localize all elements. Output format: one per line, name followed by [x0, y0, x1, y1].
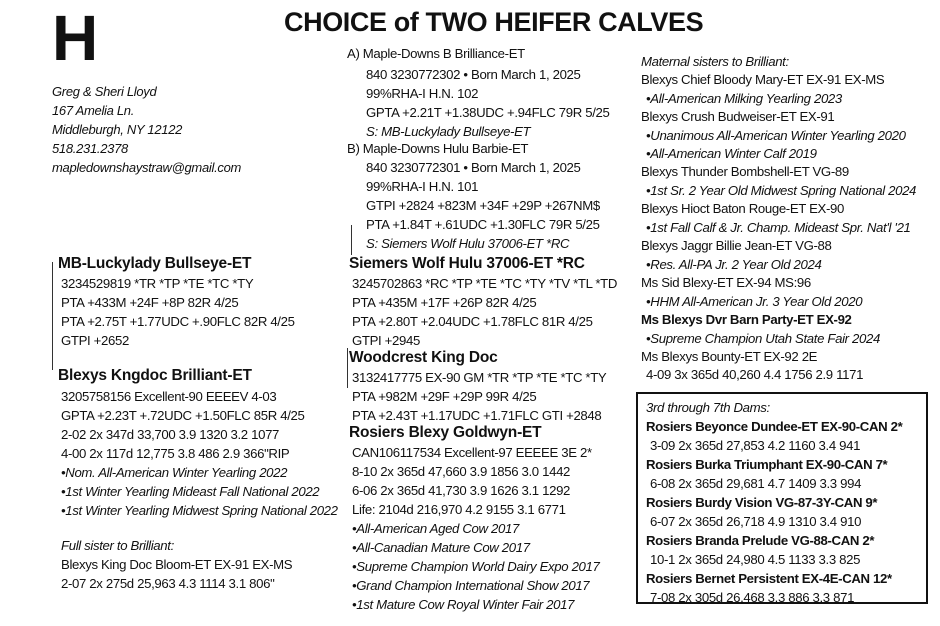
lot-letter: H [52, 2, 98, 74]
left-pedigree [58, 254, 348, 604]
sister-name: Blexys Thunder Bombshell-ET VG-89 [641, 164, 849, 179]
sire-of-dam-name: Woodcrest King Doc [349, 349, 498, 366]
sire-gtpi: GTPI +2652 [61, 333, 129, 348]
sire-pta-type: PTA +2.75T +1.77UDC +.90FLC 82R 4/25 [61, 314, 295, 329]
sire-of-dam-pta: PTA +982M +29F +29P 99R 4/25 [352, 389, 537, 404]
dams-list [646, 398, 926, 605]
sister-award: •Supreme Champion Utah State Fair 2024 [646, 331, 880, 346]
sire-of-dam-pta-type: PTA +2.43T +1.17UDC +1.71FLC GTI +2848 [352, 408, 602, 423]
calf-a-hn: 99%RHA-I H.N. 102 [366, 86, 479, 101]
dam-award: •Nom. All-American Winter Yearling 2022 [61, 465, 288, 480]
granddam-reg: CAN106117534 Excellent-97 EEEEE 3E 2* [352, 445, 592, 460]
calves-block [347, 44, 637, 254]
granddam-award: •Grand Champion International Show 2017 [352, 578, 590, 593]
calf-b-reg: 840 3230772301 • Born March 1, 2025 [366, 160, 581, 175]
sister-record: 4-09 3x 365d 40,260 4.4 1756 2.9 1171 [646, 367, 864, 382]
divider-line [347, 348, 348, 388]
granddam-award: •1st Mature Cow Royal Winter Fair 2017 [352, 597, 575, 612]
sister-name: Blexys Crush Budweiser-ET EX-91 [641, 109, 835, 124]
dam-line-record: 10-1 2x 365d 24,980 4.5 1133 3.3 825 [650, 552, 861, 567]
granddam-award: •All-Canadian Mature Cow 2017 [352, 540, 530, 555]
dams-label: 3rd through 7th Dams: [646, 400, 770, 415]
dam-line-record: 6-08 2x 365d 29,681 4.7 1409 3.3 994 [650, 476, 862, 491]
maternal-sisters [641, 52, 937, 382]
calf-b-name: B) Maple-Downs Hulu Barbie-ET [347, 141, 529, 156]
calf-a-gpta: GPTA +2.21T +1.38UDC +.94FLC 79R 5/25 [366, 105, 610, 120]
dam-award: •1st Winter Yearling Midwest Spring National 2022 [61, 503, 338, 518]
sister-award: •1st Fall Calf & Jr. Champ. Mideast Spr. Nat'l '21 [646, 220, 911, 235]
dam-name: Blexys Kngdoc Brilliant-ET [58, 367, 252, 384]
contact-city: Middleburgh, NY 12122 [52, 122, 183, 137]
sister-name: Blexys Chief Bloody Mary-ET EX-91 EX-MS [641, 72, 885, 87]
dam-line-record: 7-08 2x 305d 26,468 3.3 886 3.3 871 [650, 590, 855, 605]
calf-a-reg: 840 3230772302 • Born March 1, 2025 [366, 67, 581, 82]
sire-of-sire-pta-type: PTA +2.80T +2.04UDC +1.78FLC 81R 4/25 [352, 314, 593, 329]
dam-record-2: 4-00 2x 117d 12,775 3.8 486 2.9 366"RIP [61, 446, 290, 461]
divider-line [351, 225, 352, 255]
sire-of-sire-gtpi: GTPI +2945 [352, 333, 420, 348]
dam-record-1: 2-02 2x 347d 33,700 3.9 1320 3.2 1077 [61, 427, 280, 442]
granddam-award: •All-American Aged Cow 2017 [352, 521, 519, 536]
calf-b-hn: 99%RHA-I H.N. 101 [366, 179, 479, 194]
dam-gpta: GPTA +2.23T +.72UDC +1.50FLC 85R 4/25 [61, 408, 305, 423]
sister-award: •Res. All-PA Jr. 2 Year Old 2024 [646, 257, 822, 272]
maternal-sisters-label: Maternal sisters to Brilliant: [641, 54, 789, 69]
dam-line-name: Rosiers Branda Prelude VG-88-CAN 2* [646, 533, 875, 548]
calf-b-sire: S: Siemers Wolf Hulu 37006-ET *RC [366, 236, 570, 251]
contact-email: mapledownshaystraw@gmail.com [52, 160, 242, 175]
dams-box [636, 392, 928, 604]
granddam-lifetime: Life: 2104d 216,970 4.2 9155 3.1 6771 [352, 502, 566, 517]
middle-pedigree [349, 254, 639, 610]
sister-name: Ms Blexys Bounty-ET EX-92 2E [641, 349, 818, 364]
calf-a-sire: S: MB-Luckylady Bullseye-ET [366, 124, 531, 139]
sire-of-sire-pta: PTA +435M +17F +26P 82R 4/25 [352, 295, 537, 310]
full-sister-record: 2-07 2x 275d 25,963 4.3 1114 3.1 806" [61, 576, 275, 591]
calf-a-name: A) Maple-Downs B Brilliance-ET [347, 46, 525, 61]
sire-of-dam-reg: 3132417775 EX-90 GM *TR *TP *TE *TC *TY [352, 370, 607, 385]
contact-street: 167 Amelia Ln. [52, 103, 135, 118]
calf-b-gtpi: GTPI +2824 +823M +34F +29P +267NM$ [366, 198, 600, 213]
sire-reg: 3234529819 *TR *TP *TE *TC *TY [61, 276, 254, 291]
granddam-name: Rosiers Blexy Goldwyn-ET [349, 424, 542, 441]
dam-line-name: Rosiers Bernet Persistent EX-4E-CAN 12* [646, 571, 892, 586]
full-sister-label: Full sister to Brilliant: [61, 538, 174, 553]
contact-phone: 518.231.2378 [52, 141, 128, 156]
sister-award: •Unanimous All-American Winter Yearling 2020 [646, 128, 906, 143]
calf-b-pta: PTA +1.84T +.61UDC +1.30FLC 79R 5/25 [366, 217, 600, 232]
sire-pta: PTA +433M +24F +8P 82R 4/25 [61, 295, 239, 310]
sister-award: •1st Sr. 2 Year Old Midwest Spring National 2024 [646, 183, 917, 198]
contact-block [52, 82, 241, 177]
full-sister-name: Blexys King Doc Bloom-ET EX-91 EX-MS [61, 557, 293, 572]
granddam-record-2: 6-06 2x 365d 41,730 3.9 1626 3.1 1292 [352, 483, 571, 498]
dam-line-name: Rosiers Burdy Vision VG-87-3Y-CAN 9* [646, 495, 878, 510]
sire-of-sire-reg: 3245702863 *RC *TP *TE *TC *TY *TV *TL *TD [352, 276, 618, 291]
sire-name: MB-Luckylady Bullseye-ET [58, 255, 252, 272]
dam-line-record: 6-07 2x 365d 26,718 4.9 1310 3.4 910 [650, 514, 862, 529]
sister-name: Ms Sid Blexy-ET EX-94 MS:96 [641, 275, 811, 290]
sire-of-sire-name: Siemers Wolf Hulu 37006-ET *RC [349, 255, 585, 272]
sister-name: Ms Blexys Dvr Barn Party-ET EX-92 [641, 312, 852, 327]
granddam-award: •Supreme Champion World Dairy Expo 2017 [352, 559, 600, 574]
divider-line [52, 262, 53, 370]
page-title: CHOICE of TWO HEIFER CALVES [284, 7, 704, 37]
dam-line-name: Rosiers Burka Triumphant EX-90-CAN 7* [646, 457, 888, 472]
sister-name: Blexys Hioct Baton Rouge-ET EX-90 [641, 201, 844, 216]
dam-line-record: 3-09 2x 365d 27,853 4.2 1160 3.4 941 [650, 438, 861, 453]
dam-reg: 3205758156 Excellent-90 EEEEV 4-03 [61, 389, 277, 404]
sister-award: •All-American Winter Calf 2019 [646, 146, 817, 161]
contact-name: Greg & Sheri Lloyd [52, 84, 157, 99]
dam-award: •1st Winter Yearling Mideast Fall National 2022 [61, 484, 320, 499]
sister-award: •All-American Milking Yearling 2023 [646, 91, 842, 106]
granddam-record-1: 8-10 2x 365d 47,660 3.9 1856 3.0 1442 [352, 464, 571, 479]
dam-line-name: Rosiers Beyonce Dundee-ET EX-90-CAN 2* [646, 419, 903, 434]
sister-name: Blexys Jaggr Billie Jean-ET VG-88 [641, 238, 832, 253]
sister-award: •HHM All-American Jr. 3 Year Old 2020 [646, 294, 863, 309]
